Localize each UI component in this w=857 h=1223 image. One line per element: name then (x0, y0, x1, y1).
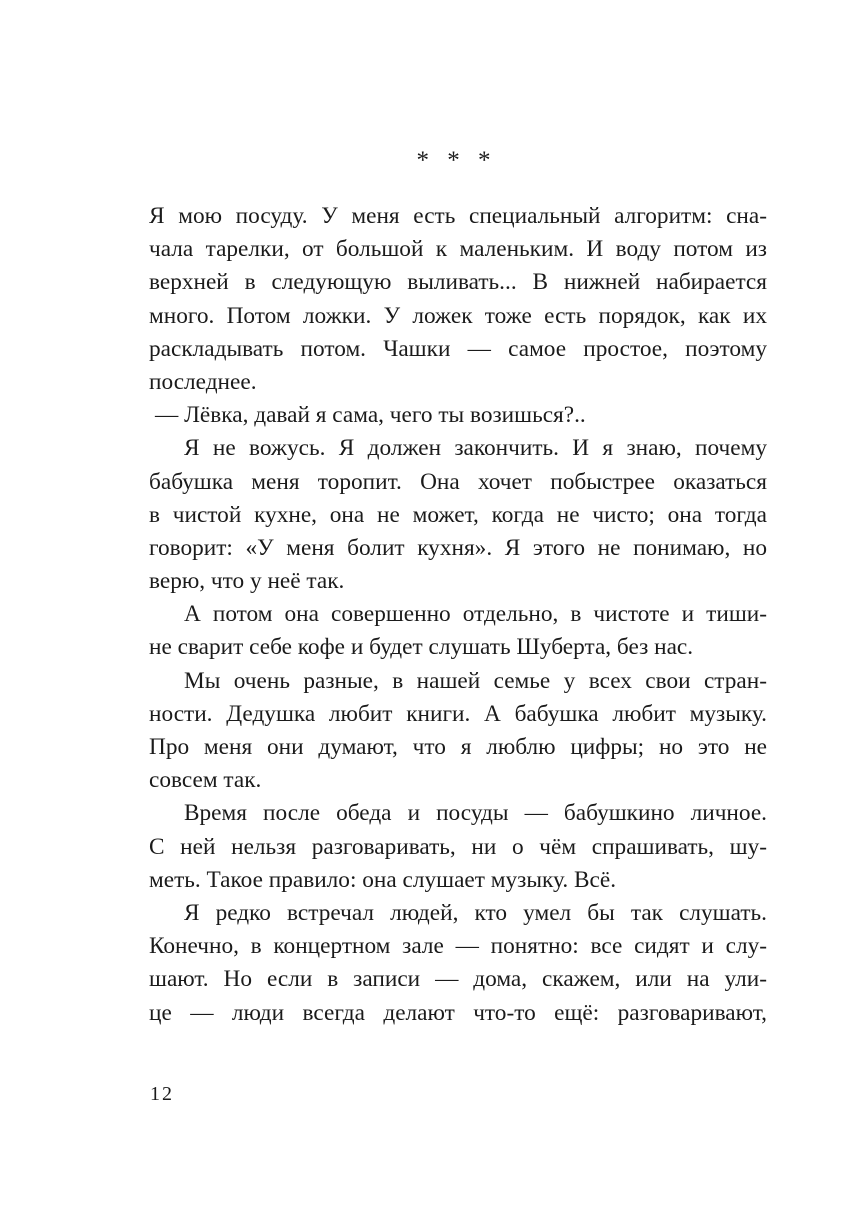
text-line: верхней в следующую выливать... В нижней набирается (149, 269, 767, 296)
body-text (149, 200, 767, 1030)
text-line: верю, что у неё так. (149, 568, 345, 595)
text-line: Время после обеда и посуды — бабушкино личное. (184, 800, 767, 827)
text-line: це — люди всегда делают что-то ещё: разговаривают, (149, 999, 767, 1026)
text-line: С ней нельзя разговаривать, ни о чём спрашивать, шу- (149, 833, 767, 860)
text-line: меть. Такое правило: она слушает музыку. Всё. (149, 866, 617, 893)
text-line: не сварит себе кофе и будет слушать Шуберта, без нас. (149, 634, 694, 661)
text-line: Я редко встречал людей, кто умел бы так слушать. (184, 899, 767, 926)
text-line: Мы очень разные, в нашей семье у всех свои стран- (184, 667, 767, 694)
section-separator: * * * (416, 147, 497, 174)
text-line: Я не вожусь. Я должен закончить. И я знаю, почему (184, 435, 767, 462)
page-number: 12 (150, 1083, 174, 1105)
text-line: последнее. (149, 368, 257, 395)
text-line: Про меня они думают, что я люблю цифры; но это не (149, 734, 767, 760)
text-line: в чистой кухне, она не может, когда не чисто; она тогда (149, 501, 767, 528)
text-line: говорит: «У меня болит кухня». Я этого не понимаю, но (149, 534, 767, 561)
text-line: ности. Дедушка любит книги. А бабушка любит музыку. (149, 700, 767, 727)
text-line: шают. Но если в записи — дома, скажем, или на ули- (149, 966, 767, 993)
text-line: совсем так. (149, 767, 262, 794)
text-line: Я мою посуду. У меня есть специальный алгоритм: сна- (149, 203, 767, 229)
text-line: чала тарелки, от большой к маленьким. И воду потом из (149, 236, 767, 263)
text-line: — Лёвка, давай я сама, чего ты возишься?.. (155, 402, 586, 429)
text-line: бабушка меня торопит. Она хочет побыстрее оказаться (149, 468, 767, 495)
text-line: А потом она совершенно отдельно, в чистоте и тиши- (184, 601, 767, 628)
text-line: раскладывать потом. Чашки — самое простое, поэтому (149, 335, 767, 362)
text-line: Конечно, в концертном зале — понятно: все сидят и слу- (149, 933, 767, 960)
text-line: много. Потом ложки. У ложек тоже есть порядок, как их (149, 302, 767, 329)
